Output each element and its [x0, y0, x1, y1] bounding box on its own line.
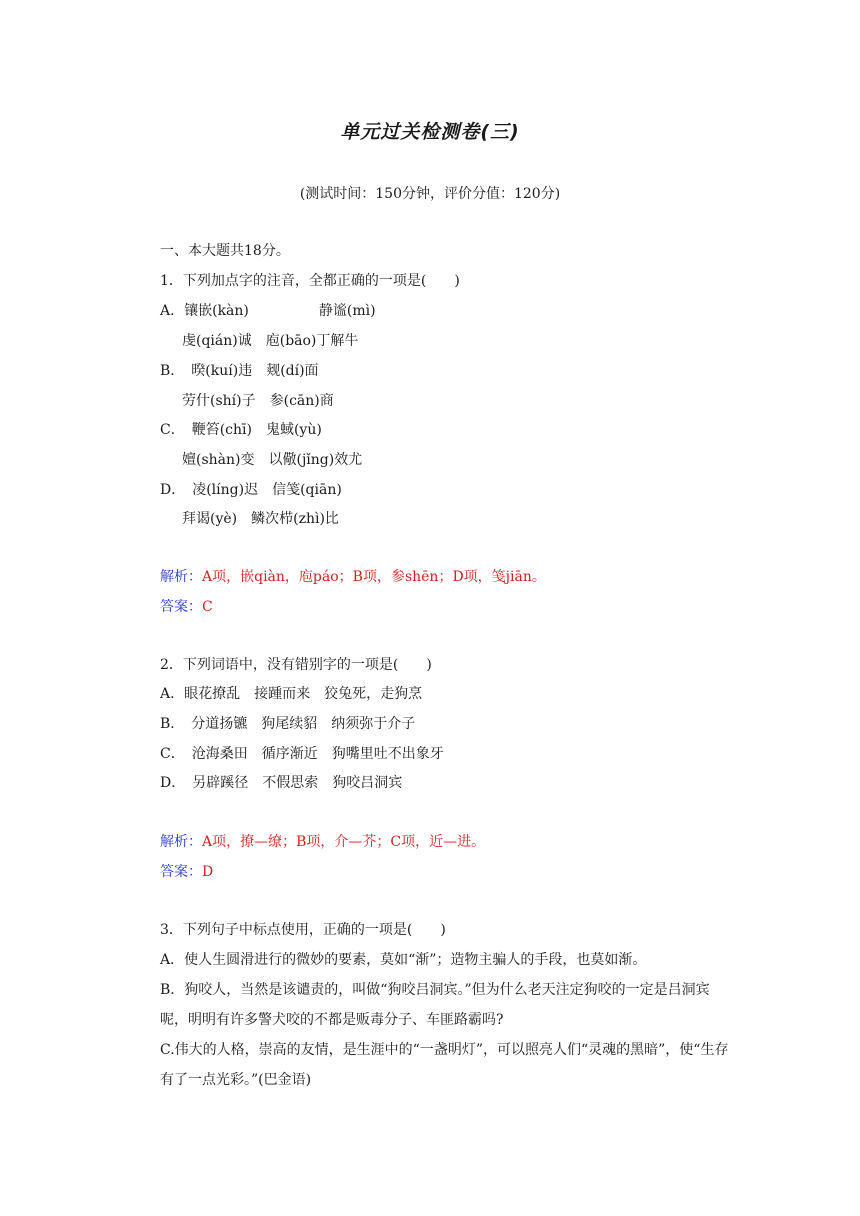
answer-label: 答案： [160, 864, 202, 880]
question-1-option-c: C． 鞭笞(chī) 鬼蜮(yù) [160, 422, 322, 438]
question-2-answer [160, 862, 213, 882]
page-title: 单元过关检测卷(三) [340, 121, 520, 143]
question-2-analysis [160, 832, 485, 852]
question-3-stem: 3．下列句子中标点使用，正确的一项是( ) [160, 922, 446, 938]
page-subtitle: (测试时间：150分钟，评价分值：120分) [299, 186, 561, 202]
analysis-label: 解析： [160, 834, 202, 850]
question-1-analysis [160, 567, 546, 587]
answer-label: 答案： [160, 599, 202, 615]
question-1-option-a-line2: 虔(qián)诚 庖(bāo)丁解牛 [182, 333, 359, 349]
answer-text: C [202, 599, 213, 615]
question-1-option-d: D． 凌(líng)迟 信笺(qiān) [160, 482, 342, 498]
question-1-option-a: A．镶嵌(kàn) 静谧(mì) [160, 303, 376, 319]
analysis-label: 解析： [160, 569, 202, 585]
question-3-option-c: C.伟大的人格，崇高的友情，是生涯中的“一盏明灯”，可以照亮人们“灵魂的黑暗”，使“生存有了一点光彩。”(巴金语) [160, 1042, 729, 1088]
question-1-answer [160, 597, 213, 617]
section-heading: 一、本大题共18分。 [160, 243, 290, 259]
question-3-option-b: B．狗咬人，当然是该谴责的，叫做“狗咬吕洞宾。”但为什么老天注定狗咬的一定是吕洞宾呢，明明有许多警犬咬的不都是贩毒分子、车匪路霸吗? [160, 982, 710, 1028]
question-1-option-b-line2: 劳什(shí)子 参(cān)商 [182, 393, 334, 409]
question-3-option-a: A．使人生圆滑进行的微妙的要素，莫如“渐”；造物主骗人的手段，也莫如渐。 [160, 952, 647, 968]
answer-text: D [202, 864, 214, 880]
question-2-stem: 2．下列词语中，没有错别字的一项是( ) [160, 657, 432, 673]
question-2-option-c: C． 沧海桑田 循序渐近 狗嘴里吐不出象牙 [160, 746, 444, 762]
question-1-stem: 1．下列加点字的注音，全都正确的一项是( ) [160, 273, 460, 289]
question-2-option-d: D． 另辟蹊径 不假思索 狗咬吕洞宾 [160, 775, 403, 791]
question-1-option-c-line2: 嬗(shàn)变 以儆(jǐng)效尤 [182, 452, 363, 468]
question-1-option-b: B． 暌(kuí)违 觌(dí)面 [160, 363, 319, 379]
question-1-option-d-line2: 拜谒(yè) 鳞次栉(zhì)比 [182, 511, 339, 527]
analysis-text: A项，嵌qiàn，庖páo；B项，参shēn；D项，笺jiān。 [202, 569, 546, 585]
analysis-text: A项，撩—缭；B项，介—芥；C项，近—进。 [202, 834, 486, 850]
question-2-option-b: B． 分道扬镳 狗尾续貂 纳须弥于介子 [160, 716, 416, 732]
question-2-option-a: A．眼花撩乱 接踵而来 狡兔死，走狗烹 [160, 686, 423, 702]
